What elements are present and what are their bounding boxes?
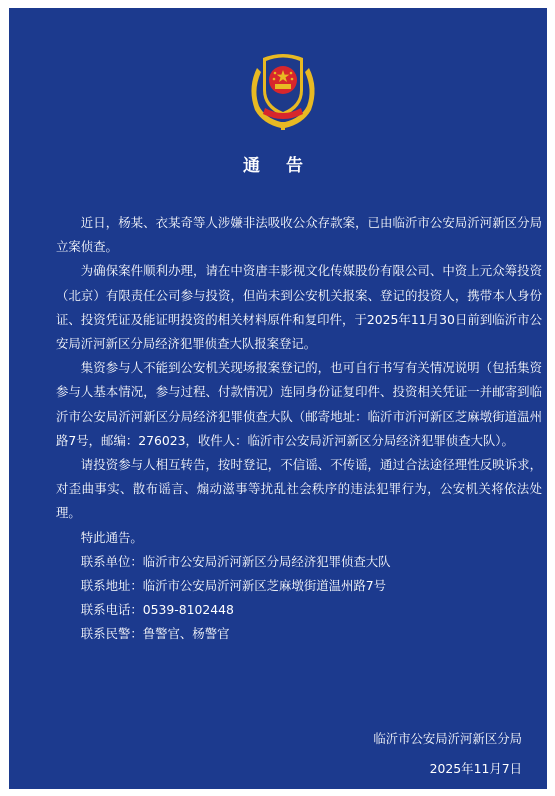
notice-paragraph: 为确保案件顺利办理，请在中资唐丰影视文化传媒股份有限公司、中资上元众筹投资（北京）有限责任公司参与投资，但尚未到公安机关报案、登记的投资人，携带本人身份证、投资凭证及能证明投资的相关材料原件和复印件，于2025年11月30日前到临沂市公安局沂河新区分局经济犯罪侦查大队报案登记。 [56,263,542,352]
police-emblem-icon [243,48,323,134]
contact-unit: 联系单位：临沂市公安局沂河新区分局经济犯罪侦查大队 [80,553,391,569]
notice-body [56,211,542,647]
signature-date: 2025年11月7日 [429,761,522,776]
notice-closing: 特此通告。 [80,529,143,545]
notice-paragraph: 请投资参与人相互转告，按时登记，不信谣、不传谣，通过合法途径理性反映诉求，对歪曲事实、散布谣言、煽动滋事等扰乱社会秩序的违法犯罪行为，公安机关将依法处理。 [56,457,542,521]
contact-phone: 联系电话：0539-8102448 [80,602,234,618]
signature-issuer: 临沂市公安局沂河新区分局 [373,731,522,746]
notice-panel [9,8,547,789]
contact-officers: 联系民警：鲁警官、杨警官 [80,626,230,642]
contact-address: 联系地址：临沂市公安局沂河新区芝麻墩街道温州路7号 [80,578,387,594]
notice-title: 通 告 [243,156,313,176]
notice-signature-block [373,724,522,784]
notice-paragraph: 集资参与人不能到公安机关现场报案登记的，也可自行书写有关情况说明（包括集资参与人基本情况，参与过程、付款情况）连同身份证复印件、投资相关凭证一并邮寄到临沂市公安局沂河新区分局经济犯罪侦查大队（邮寄地址：临沂市沂河新区芝麻墩街道温州路7号，邮编：276023，收件人：临沂市公安局沂河新区分局经济犯罪侦查大队）。 [56,360,542,448]
notice-paragraph: 近日，杨某、衣某奇等人涉嫌非法吸收公众存款案，已由临沂市公安局沂河新区分局立案侦查。 [56,215,542,255]
